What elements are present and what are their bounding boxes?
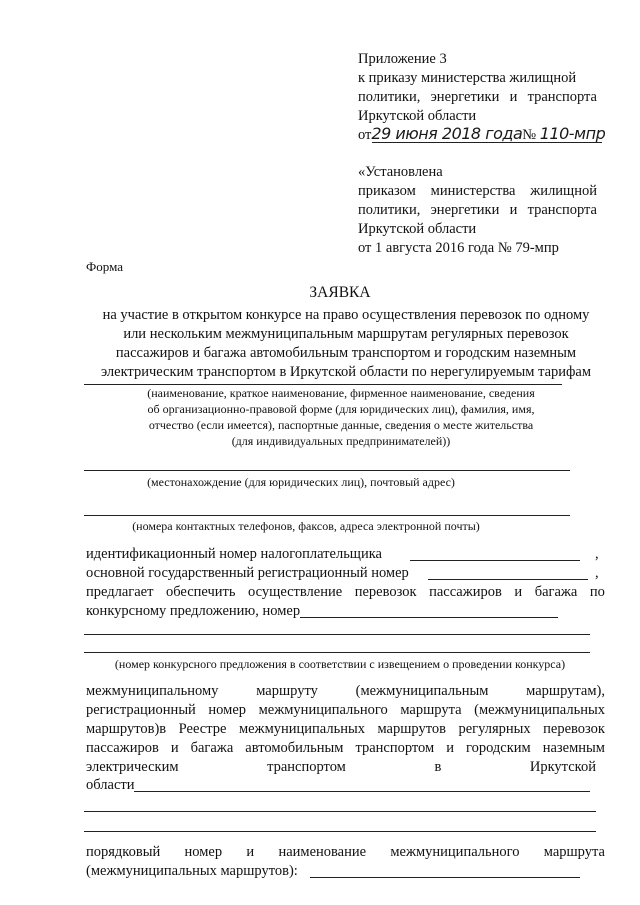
word: перевозок bbox=[543, 721, 605, 737]
word: Иркутской bbox=[529, 759, 596, 775]
sequence-field-line[interactable] bbox=[310, 877, 580, 878]
route-row-1 bbox=[86, 682, 605, 701]
region-line: Иркутской области bbox=[358, 108, 477, 124]
established-line-1: «Установлена bbox=[358, 164, 443, 180]
handwritten-number: 110-мпр bbox=[539, 124, 606, 143]
ogrn-label: основной государственный регистрационный номер bbox=[86, 565, 409, 581]
date-underline bbox=[372, 142, 602, 143]
word: межмуниципального bbox=[258, 702, 388, 718]
to-order-line bbox=[358, 69, 597, 88]
word: межмуниципального bbox=[390, 844, 520, 860]
word: и bbox=[170, 740, 179, 756]
to-order-text: к приказу министерства жилищной bbox=[358, 70, 577, 86]
ogrn-comma: , bbox=[595, 565, 599, 581]
route-row-4 bbox=[86, 739, 605, 758]
word: номер bbox=[184, 844, 223, 860]
word: перевозок bbox=[354, 584, 417, 600]
word: транспортом bbox=[267, 759, 346, 775]
word: и bbox=[514, 584, 523, 600]
word: маршрутов)в bbox=[86, 721, 167, 737]
route-row-2 bbox=[86, 701, 605, 720]
word: (межмуниципальных bbox=[474, 702, 605, 718]
title-line: пассажиров и багажа автомобильным транспортом и городским наземным bbox=[115, 345, 577, 361]
inn-label: идентификационный номер налогоплательщика bbox=[86, 546, 382, 562]
offer-number-caption: (номер конкурсного предложения в соответствии с извещением о проведении конкурса) bbox=[114, 657, 566, 671]
offer-line-2: конкурсному предложению, номер bbox=[86, 603, 301, 619]
caption-line: (для индивидуальных предпринимателей)) bbox=[231, 434, 451, 448]
route-field-line-2[interactable] bbox=[84, 811, 596, 812]
sequence-row-2: (межмуниципальных маршрутов): bbox=[86, 863, 298, 879]
ogrn-field-line[interactable] bbox=[428, 579, 588, 580]
route-field-line-3[interactable] bbox=[84, 831, 596, 832]
word: маршрутов bbox=[377, 721, 446, 737]
word: маршрута bbox=[543, 844, 605, 860]
word: номер bbox=[208, 702, 247, 718]
word: и bbox=[246, 844, 255, 860]
established-line-3: политики, энергетики и транспорта bbox=[358, 202, 597, 218]
offer-extra-line-1[interactable] bbox=[84, 634, 590, 635]
route-field-line-1[interactable] bbox=[134, 791, 590, 792]
word: Реестре bbox=[178, 721, 227, 737]
word: регулярных bbox=[458, 721, 531, 737]
word: автомобильным bbox=[245, 740, 344, 756]
from-prefix: от bbox=[358, 127, 372, 143]
word: багажа bbox=[190, 740, 234, 756]
word: и bbox=[446, 740, 454, 756]
word: маршрута bbox=[400, 702, 462, 718]
word: предлагает bbox=[86, 584, 154, 600]
title-line: электрическим транспортом в Иркутской области по нерегулируемым тарифам bbox=[100, 364, 592, 380]
established-line-5: от 1 августа 2016 года № 79-мпр bbox=[358, 240, 559, 256]
word: багажа bbox=[534, 584, 578, 600]
inn-field-line[interactable] bbox=[410, 560, 580, 561]
number-prefix: № bbox=[522, 127, 537, 143]
inn-comma: , bbox=[595, 546, 599, 562]
title-line: на участие в открытом конкурсе на право осуществления перевозок по одному bbox=[102, 307, 590, 323]
route-row-6: области bbox=[86, 777, 135, 793]
word: межмуниципальному bbox=[86, 683, 219, 699]
title-line: или нескольким межмуниципальным маршрутам регулярных перевозок bbox=[123, 326, 569, 342]
established-line-4: Иркутской области bbox=[358, 221, 477, 237]
caption-line: отчество (если имеется), паспортные данные, сведения о месте жительства bbox=[148, 418, 534, 432]
contacts-caption: (номера контактных телефонов, факсов, адреса электронной почты) bbox=[132, 519, 480, 533]
word: осуществление bbox=[248, 584, 343, 600]
word: маршруту bbox=[256, 683, 318, 699]
sequence-row-1 bbox=[86, 843, 605, 862]
offer-number-field-line[interactable] bbox=[300, 617, 558, 618]
route-row-3 bbox=[86, 720, 605, 739]
caption-line: (наименование, краткое наименование, фирменное наименование, сведения bbox=[147, 386, 535, 400]
appendix-label: Приложение 3 bbox=[358, 51, 447, 67]
form-label: Форма bbox=[86, 259, 123, 274]
word: по bbox=[589, 584, 605, 600]
title-description bbox=[66, 306, 626, 382]
handwritten-date: 29 июня 2018 года bbox=[371, 124, 523, 143]
word: порядковый bbox=[86, 844, 161, 860]
word: пассажиров bbox=[86, 740, 159, 756]
caption-line: об организационно-правовой форме (для юридических лиц), фамилия, имя, bbox=[147, 402, 535, 416]
word: наименование bbox=[278, 844, 367, 860]
word: пассажиров bbox=[429, 584, 502, 600]
word: регистрационный bbox=[86, 702, 196, 718]
offer-extra-line-2[interactable] bbox=[84, 652, 590, 653]
name-info-caption bbox=[86, 385, 596, 449]
contacts-field-line[interactable] bbox=[84, 515, 570, 516]
word: обеспечить bbox=[166, 584, 236, 600]
word: городским bbox=[466, 740, 531, 756]
word: маршрутам), bbox=[526, 683, 605, 699]
word: в bbox=[434, 759, 442, 775]
offer-line-1 bbox=[86, 583, 605, 602]
word: (межмуниципальным bbox=[355, 683, 489, 699]
established-line-2: приказом министерства жилищной bbox=[358, 183, 597, 199]
location-field-line[interactable] bbox=[84, 470, 570, 471]
word: электрическим bbox=[86, 759, 179, 775]
ministry-line: политики, энергетики и транспорта bbox=[358, 89, 597, 105]
word: межмуниципальных bbox=[238, 721, 365, 737]
location-caption: (местонахождение (для юридических лиц), почтовый адрес) bbox=[147, 475, 455, 489]
document-title: ЗАЯВКА bbox=[309, 284, 371, 301]
word: транспортом bbox=[355, 740, 435, 756]
word: наземным bbox=[542, 740, 605, 756]
route-row-5 bbox=[86, 758, 596, 777]
